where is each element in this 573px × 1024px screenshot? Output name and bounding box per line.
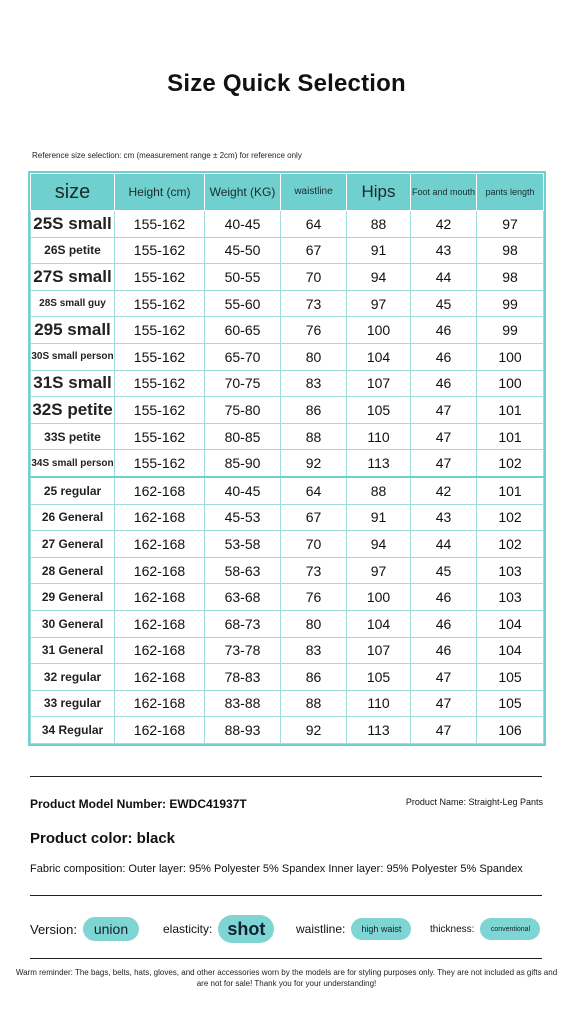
attribute-label: waistline: — [296, 922, 346, 936]
table-cell: 63-68 — [205, 584, 281, 611]
table-cell: 91 — [347, 504, 411, 531]
table-cell: 110 — [347, 690, 411, 717]
table-cell: 91 — [347, 237, 411, 264]
attribute-value-pill: union — [83, 917, 139, 941]
table-cell: 162-168 — [115, 610, 205, 637]
attribute-value-pill: shot — [218, 915, 274, 943]
table-cell: 73 — [281, 557, 347, 584]
size-cell: 295 small — [31, 317, 115, 344]
table-cell: 100 — [477, 343, 544, 370]
table-row — [31, 477, 544, 504]
table-cell: 45-53 — [205, 504, 281, 531]
table-cell: 50-55 — [205, 264, 281, 291]
table-cell: 103 — [477, 584, 544, 611]
product-name: Product Name: Straight-Leg Pants — [405, 797, 543, 807]
table-cell: 76 — [281, 584, 347, 611]
table-cell: 155-162 — [115, 237, 205, 264]
table-cell: 88 — [281, 690, 347, 717]
size-cell: 33 regular — [31, 690, 115, 717]
table-cell: 100 — [347, 317, 411, 344]
size-cell: 32 regular — [31, 664, 115, 691]
table-cell: 155-162 — [115, 370, 205, 397]
table-cell: 47 — [411, 664, 477, 691]
table-row — [31, 637, 544, 664]
table-cell: 162-168 — [115, 504, 205, 531]
table-cell: 45 — [411, 290, 477, 317]
table-cell: 106 — [477, 717, 544, 744]
table-cell: 65-70 — [205, 343, 281, 370]
table-cell: 92 — [281, 450, 347, 477]
table-cell: 162-168 — [115, 690, 205, 717]
column-header-weight: Weight (KG) — [205, 174, 281, 211]
divider — [30, 958, 542, 959]
size-cell: 32S petite — [31, 397, 115, 424]
table-row — [31, 717, 544, 744]
table-cell: 47 — [411, 397, 477, 424]
table-row — [31, 343, 544, 370]
table-cell: 46 — [411, 317, 477, 344]
table-cell: 83 — [281, 637, 347, 664]
table-cell: 102 — [477, 450, 544, 477]
attribute-label: Version: — [30, 921, 77, 937]
table-row — [31, 211, 544, 238]
size-chart-body — [31, 211, 544, 744]
table-cell: 88 — [281, 423, 347, 450]
table-row — [31, 423, 544, 450]
table-cell: 45 — [411, 557, 477, 584]
table-cell: 47 — [411, 450, 477, 477]
table-cell: 44 — [411, 531, 477, 558]
table-cell: 58-63 — [205, 557, 281, 584]
size-cell: 30 General — [31, 610, 115, 637]
attribute-elasticity — [163, 912, 274, 946]
table-cell: 73-78 — [205, 637, 281, 664]
size-cell: 33S petite — [31, 423, 115, 450]
size-cell: 27S small — [31, 264, 115, 291]
table-cell: 42 — [411, 211, 477, 238]
size-cell: 29 General — [31, 584, 115, 611]
table-cell: 155-162 — [115, 450, 205, 477]
table-cell: 104 — [347, 610, 411, 637]
table-row — [31, 317, 544, 344]
column-header-foot-and-mouth: Foot and mouth — [411, 174, 477, 211]
table-cell: 47 — [411, 690, 477, 717]
table-cell: 162-168 — [115, 477, 205, 504]
table-row — [31, 557, 544, 584]
table-cell: 99 — [477, 317, 544, 344]
table-cell: 162-168 — [115, 584, 205, 611]
table-cell: 80-85 — [205, 423, 281, 450]
table-cell: 162-168 — [115, 664, 205, 691]
table-cell: 46 — [411, 343, 477, 370]
table-row — [31, 264, 544, 291]
table-cell: 98 — [477, 237, 544, 264]
table-cell: 45-50 — [205, 237, 281, 264]
table-cell: 104 — [477, 637, 544, 664]
table-cell: 46 — [411, 637, 477, 664]
table-cell: 162-168 — [115, 557, 205, 584]
table-cell: 64 — [281, 477, 347, 504]
table-cell: 47 — [411, 717, 477, 744]
table-cell: 101 — [477, 397, 544, 424]
table-cell: 110 — [347, 423, 411, 450]
table-header-row — [31, 174, 544, 211]
table-row — [31, 290, 544, 317]
table-cell: 107 — [347, 637, 411, 664]
size-cell: 31S small — [31, 370, 115, 397]
table-row — [31, 690, 544, 717]
table-row — [31, 584, 544, 611]
table-row — [31, 450, 544, 477]
table-cell: 97 — [347, 290, 411, 317]
table-cell: 105 — [347, 397, 411, 424]
table-cell: 67 — [281, 504, 347, 531]
attribute-thickness — [430, 912, 540, 946]
table-cell: 44 — [411, 264, 477, 291]
table-cell: 99 — [477, 290, 544, 317]
table-cell: 97 — [477, 211, 544, 238]
table-cell: 55-60 — [205, 290, 281, 317]
size-cell: 27 General — [31, 531, 115, 558]
fabric-composition: Fabric composition: Outer layer: 95% Polyester 5% Spandex Inner layer: 95% Polyester 5% Spandex — [30, 863, 523, 875]
table-cell: 101 — [477, 423, 544, 450]
table-cell: 46 — [411, 584, 477, 611]
table-cell: 155-162 — [115, 397, 205, 424]
reference-note: Reference size selection: cm (measurement range ± 2cm) for reference only — [32, 151, 302, 160]
size-cell: 26S petite — [31, 237, 115, 264]
attribute-version — [30, 912, 139, 946]
column-header-pants-length: pants length — [477, 174, 544, 211]
table-cell: 40-45 — [205, 477, 281, 504]
table-cell: 105 — [477, 664, 544, 691]
column-header-hips: Hips — [347, 174, 411, 211]
table-cell: 85-90 — [205, 450, 281, 477]
table-cell: 73 — [281, 290, 347, 317]
table-cell: 88 — [347, 477, 411, 504]
table-cell: 78-83 — [205, 664, 281, 691]
table-cell: 102 — [477, 504, 544, 531]
table-cell: 88 — [347, 211, 411, 238]
table-cell: 113 — [347, 717, 411, 744]
table-cell: 155-162 — [115, 317, 205, 344]
table-cell: 70-75 — [205, 370, 281, 397]
table-cell: 88-93 — [205, 717, 281, 744]
table-cell: 94 — [347, 264, 411, 291]
table-cell: 113 — [347, 450, 411, 477]
column-header-waistline: waistline — [281, 174, 347, 211]
table-cell: 80 — [281, 343, 347, 370]
product-color: Product color: black — [30, 830, 176, 847]
table-cell: 105 — [347, 664, 411, 691]
table-cell: 75-80 — [205, 397, 281, 424]
table-cell: 102 — [477, 531, 544, 558]
table-cell: 162-168 — [115, 531, 205, 558]
table-cell: 60-65 — [205, 317, 281, 344]
table-cell: 70 — [281, 264, 347, 291]
table-row — [31, 237, 544, 264]
table-row — [31, 504, 544, 531]
attribute-label: thickness: — [430, 923, 475, 935]
table-cell: 86 — [281, 664, 347, 691]
table-cell: 68-73 — [205, 610, 281, 637]
table-cell: 105 — [477, 690, 544, 717]
attribute-waistline — [296, 912, 411, 946]
table-cell: 97 — [347, 557, 411, 584]
table-cell: 64 — [281, 211, 347, 238]
table-cell: 47 — [411, 423, 477, 450]
attribute-label: elasticity: — [163, 922, 213, 936]
product-model-number: Product Model Number: EWDC41937T — [30, 797, 247, 811]
table-cell: 40-45 — [205, 211, 281, 238]
table-cell: 98 — [477, 264, 544, 291]
table-cell: 104 — [347, 343, 411, 370]
table-cell: 162-168 — [115, 717, 205, 744]
table-cell: 83 — [281, 370, 347, 397]
table-cell: 100 — [347, 584, 411, 611]
attribute-value-pill: conventional — [480, 918, 540, 940]
size-cell: 28S small guy — [31, 290, 115, 317]
table-cell: 94 — [347, 531, 411, 558]
table-cell: 67 — [281, 237, 347, 264]
attributes-row — [30, 912, 543, 946]
size-cell: 31 General — [31, 637, 115, 664]
table-cell: 43 — [411, 504, 477, 531]
table-cell: 162-168 — [115, 637, 205, 664]
table-cell: 155-162 — [115, 264, 205, 291]
size-cell: 25 regular — [31, 477, 115, 504]
table-row — [31, 610, 544, 637]
table-cell: 43 — [411, 237, 477, 264]
table-cell: 86 — [281, 397, 347, 424]
table-row — [31, 370, 544, 397]
table-cell: 46 — [411, 610, 477, 637]
divider — [30, 895, 542, 896]
table-cell: 101 — [477, 477, 544, 504]
size-cell: 26 General — [31, 504, 115, 531]
table-cell: 46 — [411, 370, 477, 397]
table-cell: 155-162 — [115, 343, 205, 370]
size-cell: 34 Regular — [31, 717, 115, 744]
size-cell: 25S small — [31, 211, 115, 238]
table-row — [31, 664, 544, 691]
divider — [30, 776, 542, 777]
size-cell: 34S small person — [31, 450, 115, 477]
table-cell: 80 — [281, 610, 347, 637]
table-cell: 107 — [347, 370, 411, 397]
table-cell: 155-162 — [115, 211, 205, 238]
table-cell: 155-162 — [115, 290, 205, 317]
page-title: Size Quick Selection — [167, 70, 406, 97]
table-cell: 53-58 — [205, 531, 281, 558]
table-cell: 70 — [281, 531, 347, 558]
size-cell: 30S small person — [31, 343, 115, 370]
table-row — [31, 397, 544, 424]
table-cell: 92 — [281, 717, 347, 744]
column-header-size: size — [31, 174, 115, 211]
attribute-value-pill: high waist — [351, 918, 411, 940]
table-cell: 76 — [281, 317, 347, 344]
table-cell: 103 — [477, 557, 544, 584]
table-cell: 83-88 — [205, 690, 281, 717]
column-header-height: Height (cm) — [115, 174, 205, 211]
size-chart-table — [30, 173, 544, 744]
table-cell: 42 — [411, 477, 477, 504]
table-cell: 104 — [477, 610, 544, 637]
table-row — [31, 531, 544, 558]
warm-reminder-footer: Warm reminder: The bags, belts, hats, gloves, and other accessories worn by the models are for styling purposes only. They are not included as gifts and are not for sale! Thank you for your understanding! — [15, 968, 558, 988]
table-cell: 100 — [477, 370, 544, 397]
table-cell: 155-162 — [115, 423, 205, 450]
size-cell: 28 General — [31, 557, 115, 584]
